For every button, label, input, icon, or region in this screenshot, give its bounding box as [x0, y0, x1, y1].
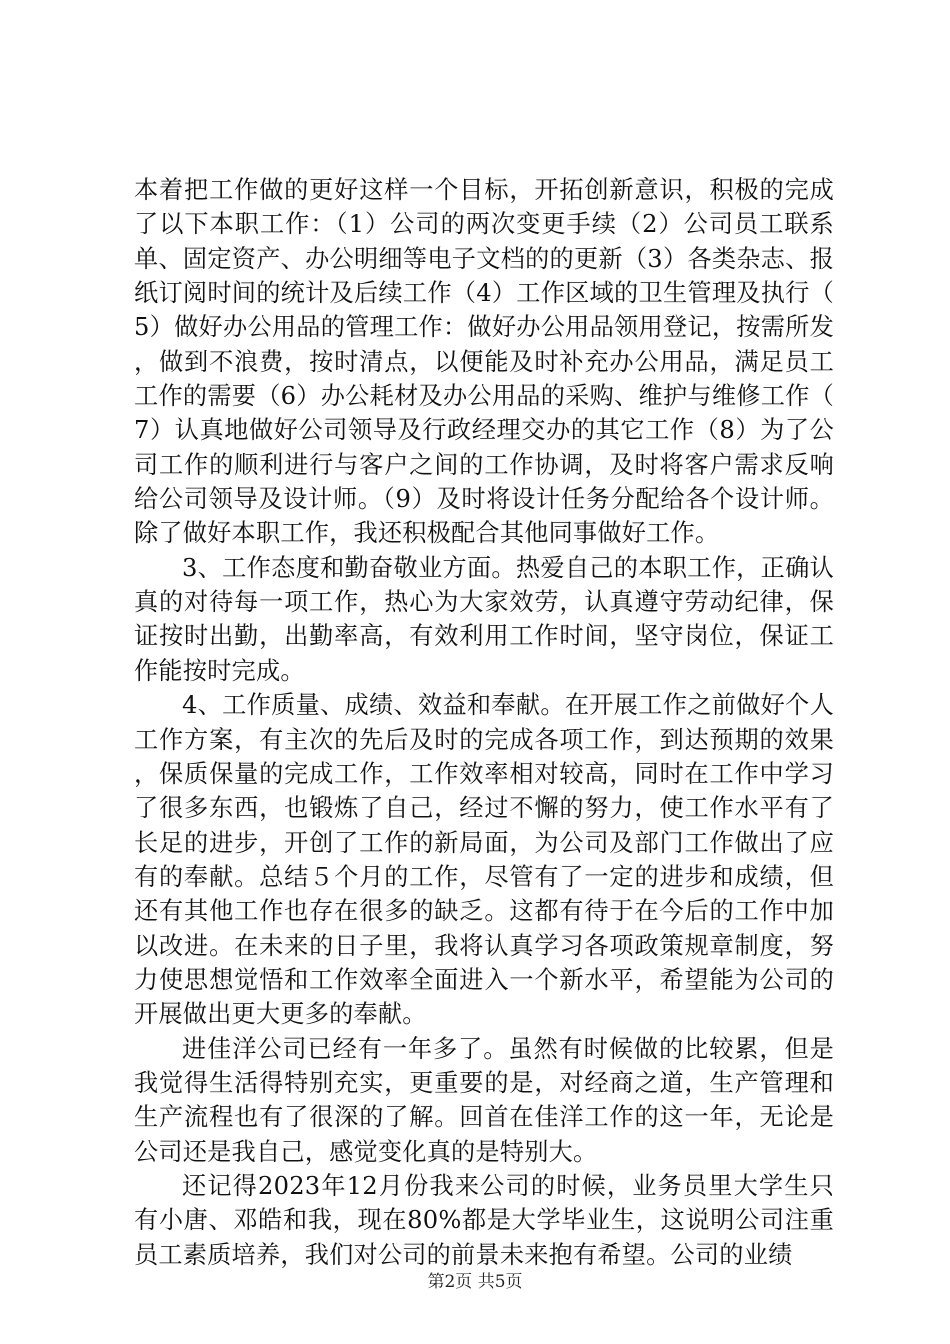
document-body [134, 173, 834, 1272]
paragraph-recollection: 还记得2023年12月份我来公司的时候，业务员里大学生只有小唐、邓皓和我，现在80%都是大学毕业生，这说明公司注重员工素质培养，我们对公司的前景未来抱有希望。公司的业绩 [134, 1171, 834, 1269]
paragraph-company-experience: 进佳洋公司已经有一年多了。虽然有时候做的比较累，但是我觉得生活得特别充实，更重要的是，对经商之道，生产管理和生产流程也有了很深的了解。回首在佳洋工作的这一年，无论是公司还是我自己，感觉变化真的是特别大。 [134, 1034, 834, 1166]
page-number-footer: 第2页 共5页 [427, 1272, 523, 1292]
paragraph-work-quality: 4、工作质量、成绩、效益和奉献。在开展工作之前做好个人工作方案，有主次的先后及时的完成各项工作，到达预期的效果，保质保量的完成工作，工作效率相对较高，同时在工作中学习了很多东西，也锻炼了自己，经过不懈的努力，使工作水平有了长足的进步，开创了工作的新局面，为公司及部门工作做出了应有的奉献。总结５个月的工作，尽管有了一定的进步和成绩，但还有其他工作也存在很多的缺乏。这都有待于在今后的工作中加以改进。在未来的日子里，我将认真学习各项政策规章制度，努力使思想觉悟和工作效率全面进入一个新水平，希望能为公司的开展做出更大更多的奉献。 [134, 691, 834, 1029]
paragraph-work-attitude: 3、工作态度和勤奋敬业方面。热爱自己的本职工作，正确认真的对待每一项工作，热心为大家效劳，认真遵守劳动纪律，保证按时出勤，出勤率高，有效利用工作时间，坚守岗位，保证工作能按时完成。 [134, 553, 834, 685]
paragraph-duties-list: 本着把工作做的更好这样一个目标，开拓创新意识，积极的完成了以下本职工作：（1）公司的两次变更手续（2）公司员工联系单、固定资产、办公明细等电子文档的的更新（3）各类杂志、报纸订阅时间的统计及后续工作（4）工作区域的卫生管理及执行（5）做好办公用品的管理工作：做好办公用品领用登记，按需所发，做到不浪费，按时清点，以便能及时补充办公用品，满足员工工作的需要（6）办公耗材及办公用品的采购、维护与维修工作（7）认真地做好公司领导及行政经理交办的其它工作（8）为了公司工作的顺利进行与客户之间的工作协调，及时将客户需求反响给公司领导及设计师。（9）及时将设计任务分配给各个设计师。除了做好本职工作，我还积极配合其他同事做好工作。 [134, 176, 834, 548]
